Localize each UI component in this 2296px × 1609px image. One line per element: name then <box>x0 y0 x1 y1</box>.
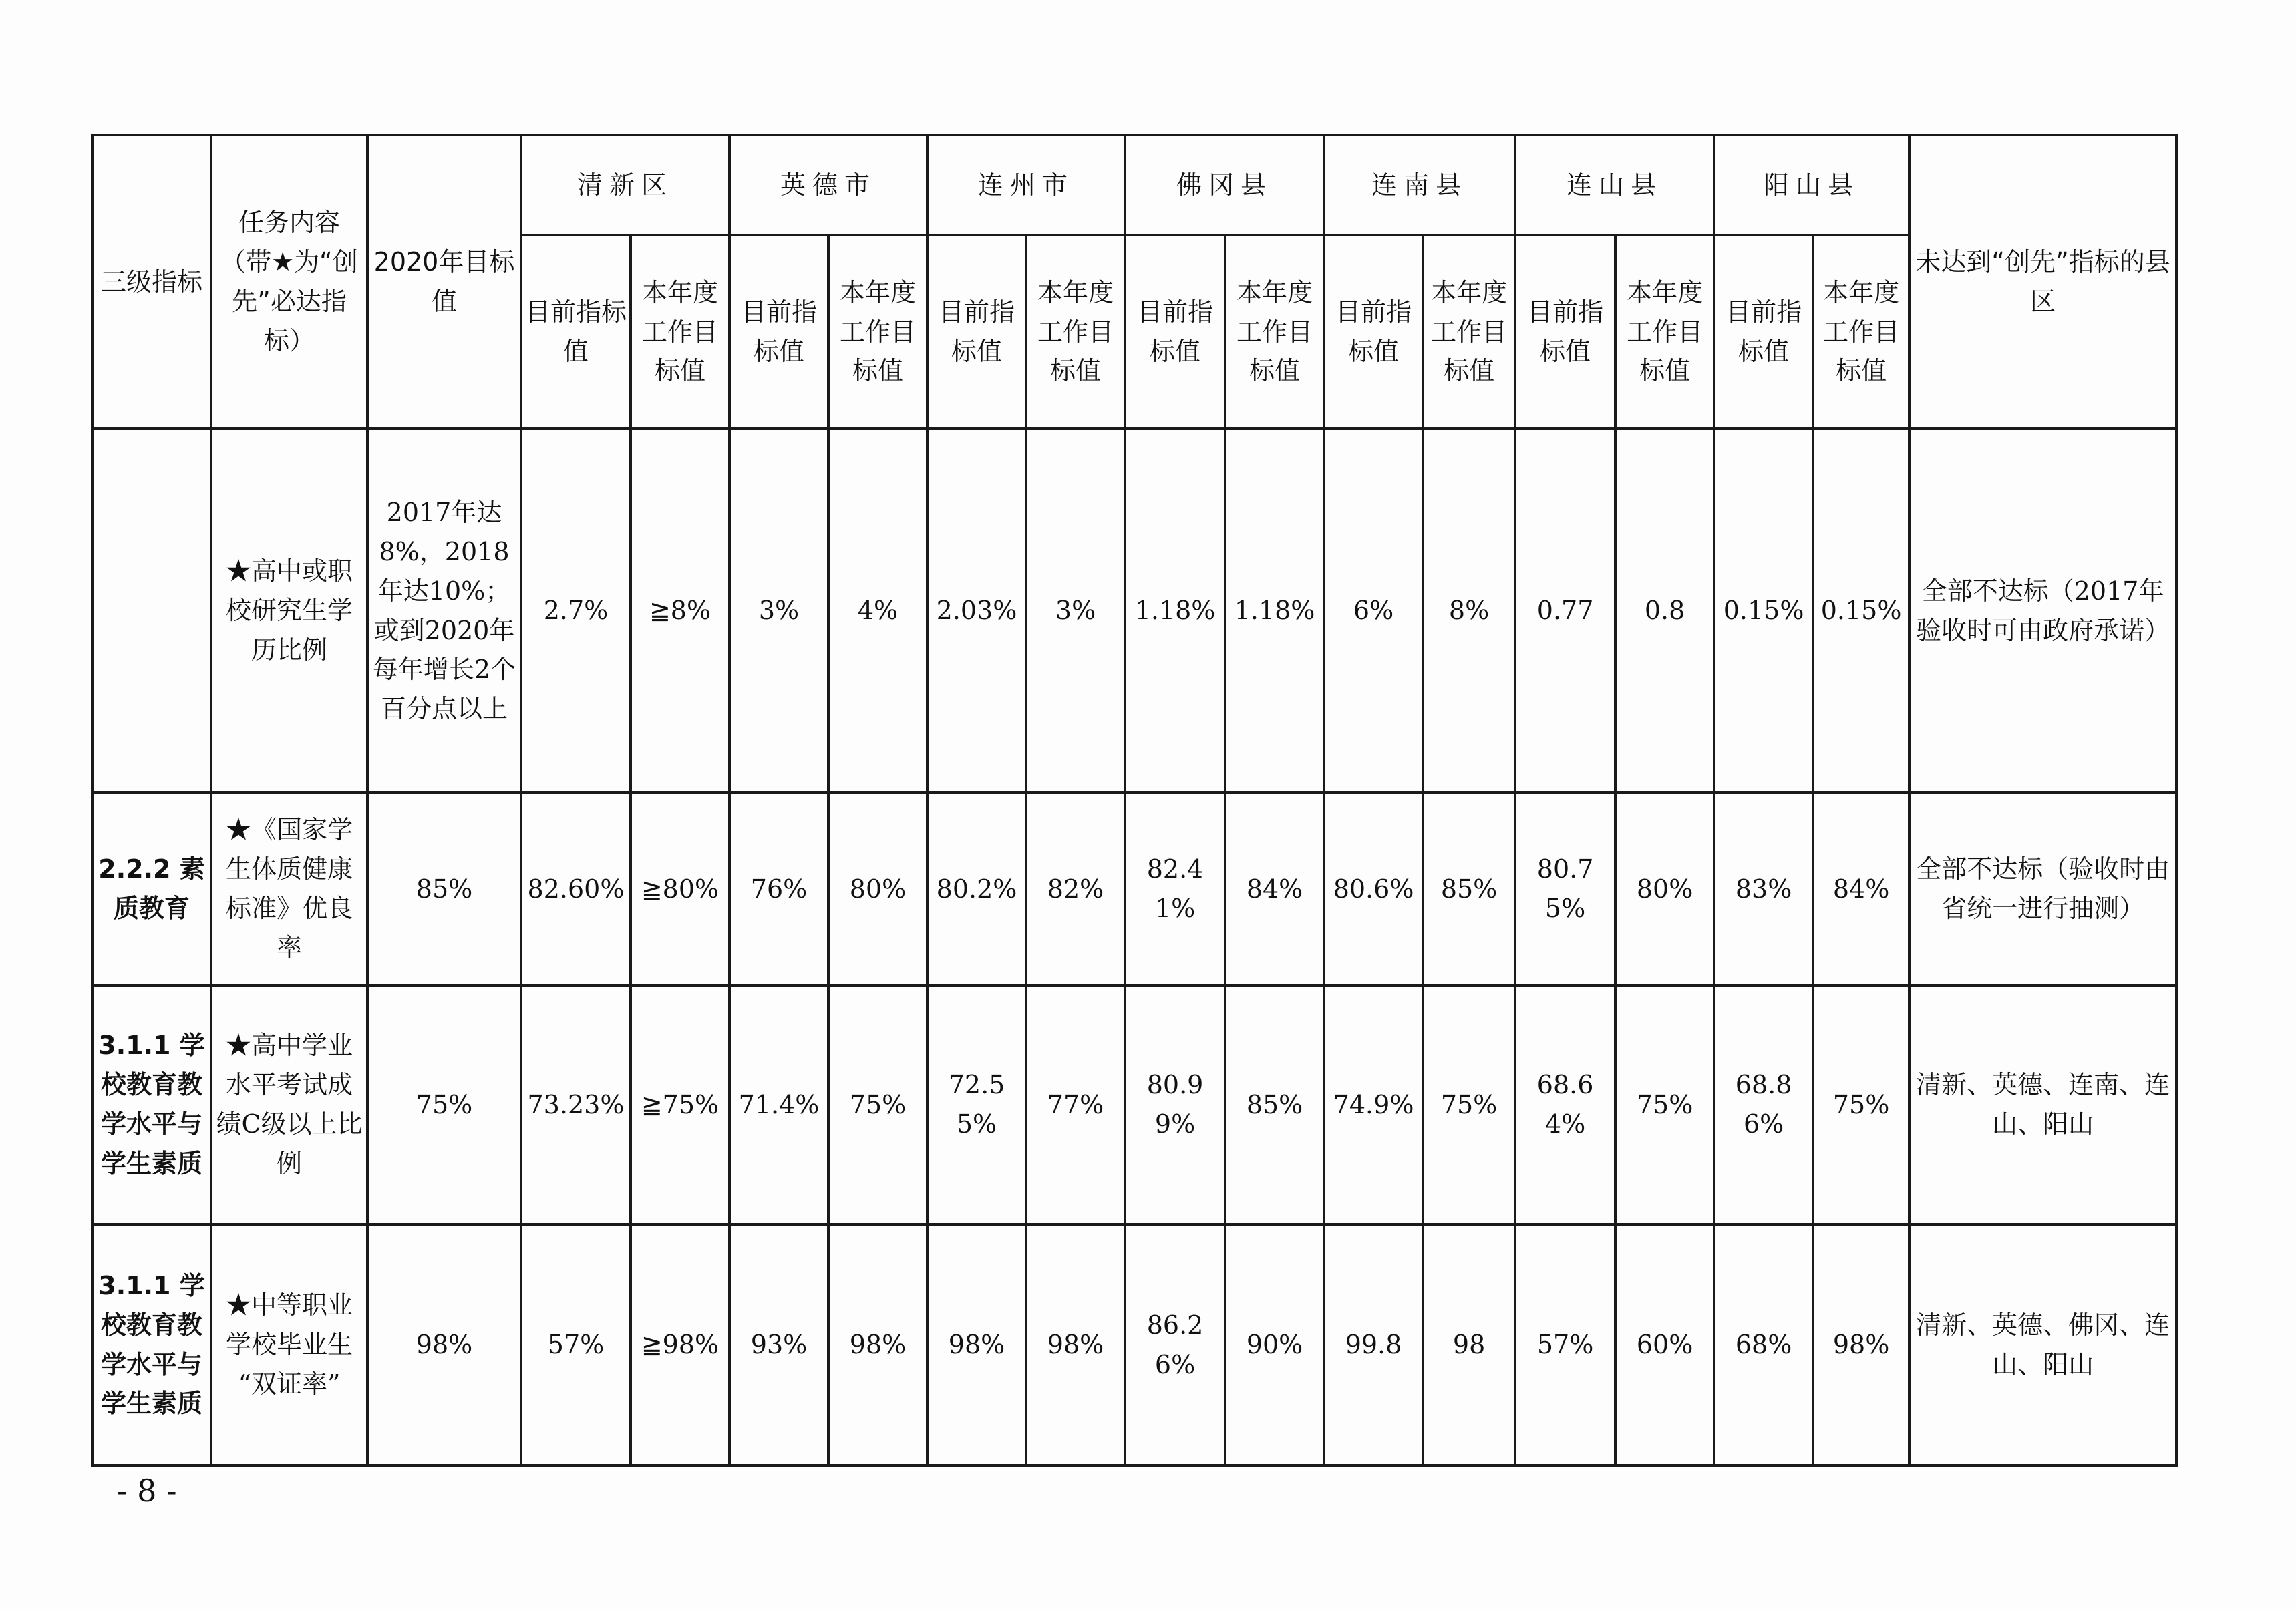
row-indicator <box>92 429 211 793</box>
row-unmet: 清新、英德、连南、连山、阳山 <box>1909 985 2176 1224</box>
table-row <box>92 1224 2176 1465</box>
value-cell: 80% <box>1615 793 1714 985</box>
header-task: 任务内容（带★为“创先”必达指标） <box>211 135 367 429</box>
row-task: ★《国家学生体质健康标准》优良率 <box>211 793 367 985</box>
header-year-target: 本年度工作目标值 <box>1813 235 1909 429</box>
value-cell: 80.2% <box>927 793 1026 985</box>
value-cell: 68% <box>1714 1224 1813 1465</box>
header-year-target: 本年度工作目标值 <box>631 235 729 429</box>
header-current: 目前指标值 <box>1714 235 1813 429</box>
value-cell: 0.8 <box>1615 429 1714 793</box>
county-header: 英德市 <box>729 135 927 235</box>
header-year-target: 本年度工作目标值 <box>1225 235 1324 429</box>
value-cell: 85% <box>1423 793 1515 985</box>
county-header: 佛冈县 <box>1125 135 1324 235</box>
value-cell: 1.18% <box>1125 429 1225 793</box>
value-cell: 57% <box>1515 1224 1615 1465</box>
row-unmet: 全部不达标（验收时由省统一进行抽测） <box>1909 793 2176 985</box>
value-cell: 75% <box>828 985 927 1224</box>
header-current: 目前指标值 <box>729 235 828 429</box>
header-current: 目前指标值 <box>521 235 631 429</box>
value-cell: 80.6% <box>1324 793 1423 985</box>
value-cell: 1.18% <box>1225 429 1324 793</box>
row-unmet: 清新、英德、佛冈、连山、阳山 <box>1909 1224 2176 1465</box>
value-cell: 8% <box>1423 429 1515 793</box>
value-cell: 80.99% <box>1125 985 1225 1224</box>
value-cell: 57% <box>521 1224 631 1465</box>
header-current: 目前指标值 <box>1125 235 1225 429</box>
value-cell: 82.41% <box>1125 793 1225 985</box>
value-cell: 85% <box>1225 985 1324 1224</box>
value-cell: ≧80% <box>631 793 729 985</box>
value-cell: 98% <box>828 1224 927 1465</box>
value-cell: 99.8 <box>1324 1224 1423 1465</box>
indicator-table <box>91 134 2178 1467</box>
row-target: 2017年达8%，2018年达10%；或到2020年每年增长2个百分点以上 <box>367 429 521 793</box>
header-year-target: 本年度工作目标值 <box>1615 235 1714 429</box>
value-cell: 84% <box>1813 793 1909 985</box>
value-cell: 82% <box>1026 793 1125 985</box>
value-cell: 0.77 <box>1515 429 1615 793</box>
county-header: 连州市 <box>927 135 1125 235</box>
value-cell: 2.03% <box>927 429 1026 793</box>
value-cell: 98% <box>1026 1224 1125 1465</box>
county-header: 连山县 <box>1515 135 1714 235</box>
value-cell: 75% <box>1813 985 1909 1224</box>
row-target: 85% <box>367 793 521 985</box>
header-year-target: 本年度工作目标值 <box>1423 235 1515 429</box>
value-cell: 75% <box>1423 985 1515 1224</box>
value-cell: 0.15% <box>1813 429 1909 793</box>
value-cell: 68.86% <box>1714 985 1813 1224</box>
value-cell: 80.75% <box>1515 793 1615 985</box>
county-header: 清新区 <box>521 135 729 235</box>
value-cell: ≧8% <box>631 429 729 793</box>
value-cell: 4% <box>828 429 927 793</box>
value-cell: 84% <box>1225 793 1324 985</box>
row-task: ★高中学业水平考试成绩C级以上比例 <box>211 985 367 1224</box>
header-year-target: 本年度工作目标值 <box>1026 235 1125 429</box>
row-task: ★中等职业学校毕业生 “双证率” <box>211 1224 367 1465</box>
value-cell: 72.55% <box>927 985 1026 1224</box>
header-indicator: 三级指标 <box>92 135 211 429</box>
row-indicator: 3.1.1 学校教育教学水平与学生素质 <box>92 985 211 1224</box>
header-target: 2020年目标值 <box>367 135 521 429</box>
value-cell: 76% <box>729 793 828 985</box>
value-cell: 80% <box>828 793 927 985</box>
header-current: 目前指标值 <box>927 235 1026 429</box>
value-cell: 71.4% <box>729 985 828 1224</box>
value-cell: 68.64% <box>1515 985 1615 1224</box>
value-cell: 0.15% <box>1714 429 1813 793</box>
county-header: 连南县 <box>1324 135 1515 235</box>
value-cell: ≧75% <box>631 985 729 1224</box>
value-cell: 98% <box>1813 1224 1909 1465</box>
page-number: - 8 - <box>117 1473 177 1509</box>
header-current: 目前指标值 <box>1515 235 1615 429</box>
value-cell: 6% <box>1324 429 1423 793</box>
value-cell: 73.23% <box>521 985 631 1224</box>
row-target: 98% <box>367 1224 521 1465</box>
row-task: ★高中或职校研究生学历比例 <box>211 429 367 793</box>
value-cell: 74.9% <box>1324 985 1423 1224</box>
row-unmet: 全部不达标（2017年验收时可由政府承诺） <box>1909 429 2176 793</box>
table-row <box>92 985 2176 1224</box>
header-current: 目前指标值 <box>1324 235 1423 429</box>
row-indicator: 2.2.2 素质教育 <box>92 793 211 985</box>
value-cell: 98 <box>1423 1224 1515 1465</box>
value-cell: 2.7% <box>521 429 631 793</box>
value-cell: 75% <box>1615 985 1714 1224</box>
value-cell: 98% <box>927 1224 1026 1465</box>
value-cell: 60% <box>1615 1224 1714 1465</box>
value-cell: 82.60% <box>521 793 631 985</box>
row-indicator: 3.1.1 学校教育教学水平与学生素质 <box>92 1224 211 1465</box>
value-cell: 90% <box>1225 1224 1324 1465</box>
header-unmet: 未达到“创先”指标的县区 <box>1909 135 2176 429</box>
header-year-target: 本年度工作目标值 <box>828 235 927 429</box>
row-target: 75% <box>367 985 521 1224</box>
value-cell: 83% <box>1714 793 1813 985</box>
value-cell: 77% <box>1026 985 1125 1224</box>
value-cell: ≧98% <box>631 1224 729 1465</box>
value-cell: 86.26% <box>1125 1224 1225 1465</box>
value-cell: 3% <box>729 429 828 793</box>
value-cell: 3% <box>1026 429 1125 793</box>
county-header: 阳山县 <box>1714 135 1909 235</box>
table-row <box>92 429 2176 793</box>
value-cell: 93% <box>729 1224 828 1465</box>
table-row <box>92 793 2176 985</box>
